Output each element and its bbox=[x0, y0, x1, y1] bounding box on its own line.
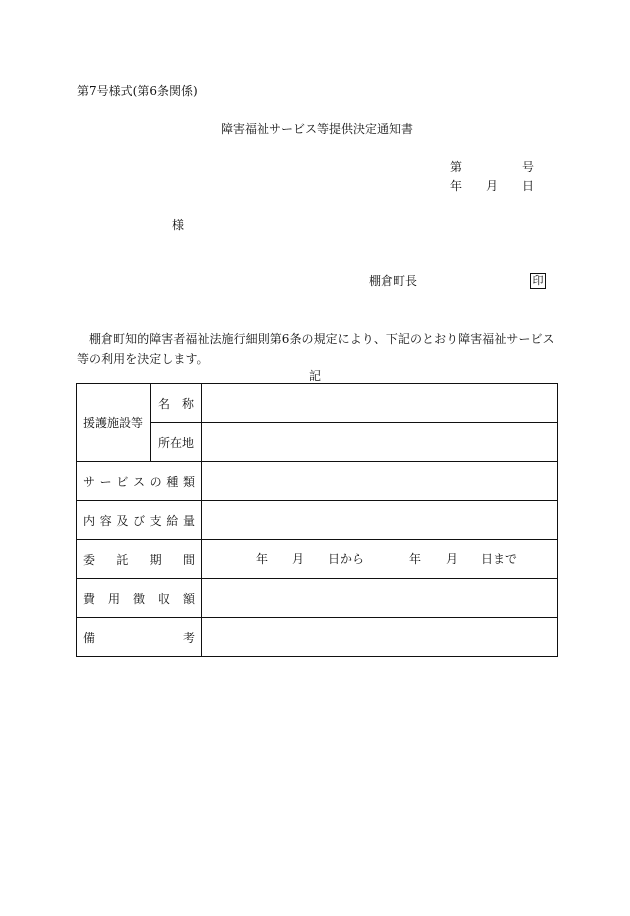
table-row bbox=[77, 579, 558, 618]
ki-heading: 記 bbox=[309, 369, 322, 383]
period-field[interactable] bbox=[202, 540, 558, 579]
reference-number-prefix: 第 bbox=[450, 160, 463, 174]
document-title: 障害福祉サービス等提供決定通知書 bbox=[221, 122, 414, 136]
decision-table bbox=[76, 383, 558, 657]
table-row bbox=[77, 384, 558, 423]
table-row bbox=[77, 540, 558, 579]
date-day: 日 bbox=[522, 179, 535, 193]
facility-address-label: 所在地 bbox=[151, 423, 202, 462]
issuer-name: 棚倉町長 bbox=[369, 274, 418, 288]
seal-mark: 印 bbox=[530, 273, 546, 289]
service-type-label: サービスの種類 bbox=[77, 462, 202, 501]
remarks-label-right: 考 bbox=[182, 630, 195, 645]
period-from-year: 年 bbox=[256, 552, 269, 566]
remarks-label-left: 備 bbox=[83, 630, 96, 645]
period-to-month: 月 bbox=[446, 552, 459, 566]
form-number: 第7号様式(第6条関係) bbox=[77, 84, 198, 98]
date-year: 年 bbox=[450, 179, 463, 193]
content-amount-field[interactable] bbox=[202, 501, 558, 540]
fee-label: 費用徴収額 bbox=[77, 579, 202, 618]
period-label: 委託期間 bbox=[77, 540, 202, 579]
facility-name-field[interactable] bbox=[202, 384, 558, 423]
fee-field[interactable] bbox=[202, 579, 558, 618]
period-from-month: 月 bbox=[292, 552, 305, 566]
facility-name-label: 名 称 bbox=[151, 384, 202, 423]
table-row bbox=[77, 618, 558, 657]
period-to-year: 年 bbox=[409, 552, 422, 566]
notice-body-text: 棚倉町知的障害者福祉法施行細則第6条の規定により、下記のとおり障害福祉サービス等の利用を決定します。 bbox=[77, 332, 555, 366]
facility-group-label: 援護施設等 bbox=[77, 384, 151, 462]
period-from-day: 日から bbox=[328, 552, 365, 566]
facility-address-field[interactable] bbox=[202, 423, 558, 462]
remarks-field[interactable] bbox=[202, 618, 558, 657]
content-amount-label: 内容及び支給量 bbox=[77, 501, 202, 540]
table-row bbox=[77, 462, 558, 501]
reference-number-suffix: 号 bbox=[522, 160, 535, 174]
date-month: 月 bbox=[486, 179, 499, 193]
period-to-day: 日まで bbox=[481, 552, 518, 566]
addressee-honorific: 様 bbox=[172, 218, 185, 232]
remarks-label bbox=[77, 618, 202, 657]
table-row bbox=[77, 501, 558, 540]
service-type-field[interactable] bbox=[202, 462, 558, 501]
